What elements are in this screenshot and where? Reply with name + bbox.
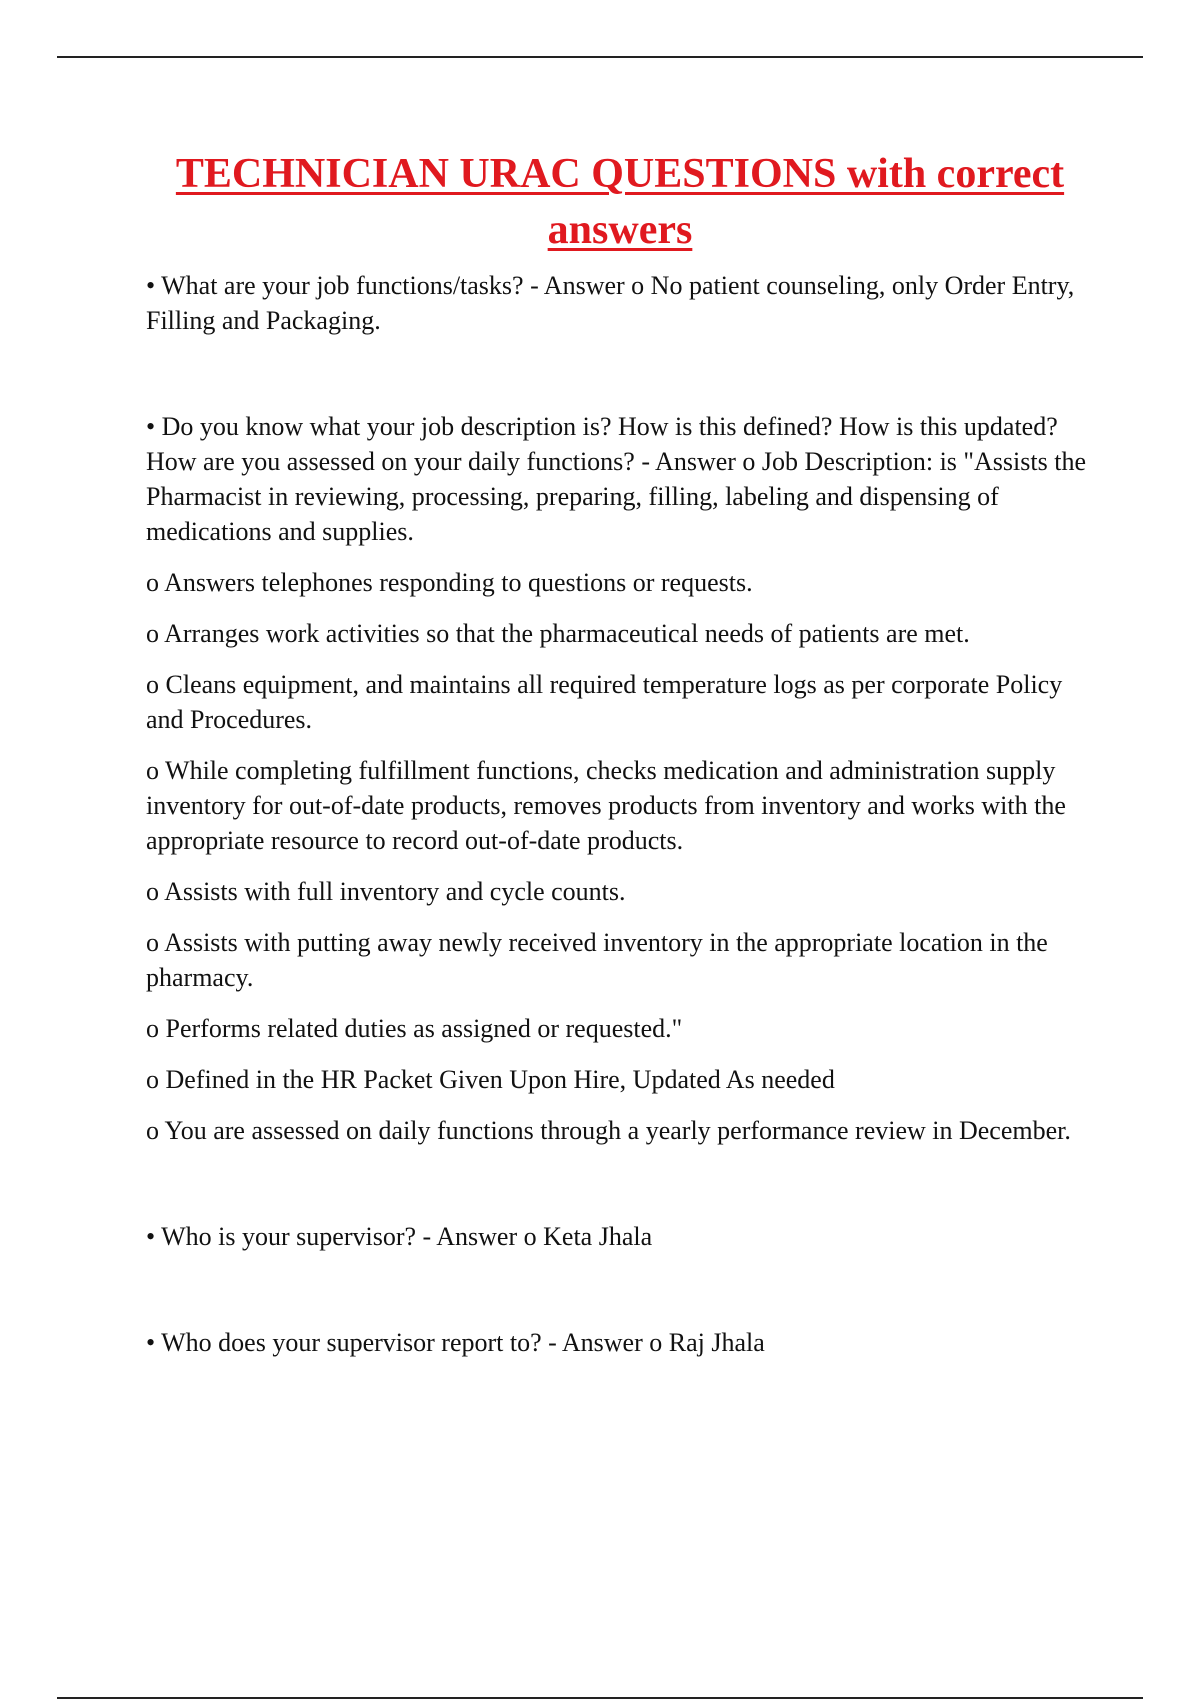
header-rule: [57, 56, 1143, 58]
answer-item-9: o You are assessed on daily functions through a yearly performance review in December.: [146, 1116, 1071, 1145]
answer-item-2: o Arranges work activities so that the pharmaceutical needs of patients are met.: [146, 619, 970, 648]
spacer: [146, 354, 1091, 409]
spacer: [146, 1270, 1091, 1325]
question-2: • Do you know what your job description is? How is this defined? How is this updated? How are you assessed on your daily functions? - Answer o Job Description: is "Assists the Pharmacist in reviewing, processing, preparing, filling, labeling and dispensing of medications and supplies.: [146, 412, 1086, 546]
document-title: TECHNICIAN URAC QUESTIONS with correct answers: [175, 151, 1065, 253]
question-3: • Who is your supervisor? - Answer o Keta Jhala: [146, 1222, 653, 1251]
footer-rule: [57, 1697, 1143, 1699]
document-body: [146, 268, 1091, 1376]
spacer: [146, 1164, 1091, 1219]
answer-item-3: o Cleans equipment, and maintains all required temperature logs as per corporate Policy and Procedures.: [146, 670, 1063, 734]
question-1: • What are your job functions/tasks? - Answer o No patient counseling, only Order Entry, Filling and Packaging.: [146, 271, 1075, 335]
answer-item-7: o Performs related duties as assigned or requested.": [146, 1014, 683, 1043]
answer-item-5: o Assists with full inventory and cycle counts.: [146, 877, 626, 906]
answer-item-6: o Assists with putting away newly received inventory in the appropriate location in the pharmacy.: [146, 928, 1048, 992]
answer-item-8: o Defined in the HR Packet Given Upon Hire, Updated As needed: [146, 1065, 835, 1094]
answer-item-1: o Answers telephones responding to questions or requests.: [146, 568, 753, 597]
answer-item-4: o While completing fulfillment functions, checks medication and administration supply inventory for out-of-date products, removes products from inventory and works with the appropriate resource to record out-of-date products.: [146, 756, 1066, 855]
question-4: • Who does your supervisor report to? - Answer o Raj Jhala: [146, 1328, 765, 1357]
